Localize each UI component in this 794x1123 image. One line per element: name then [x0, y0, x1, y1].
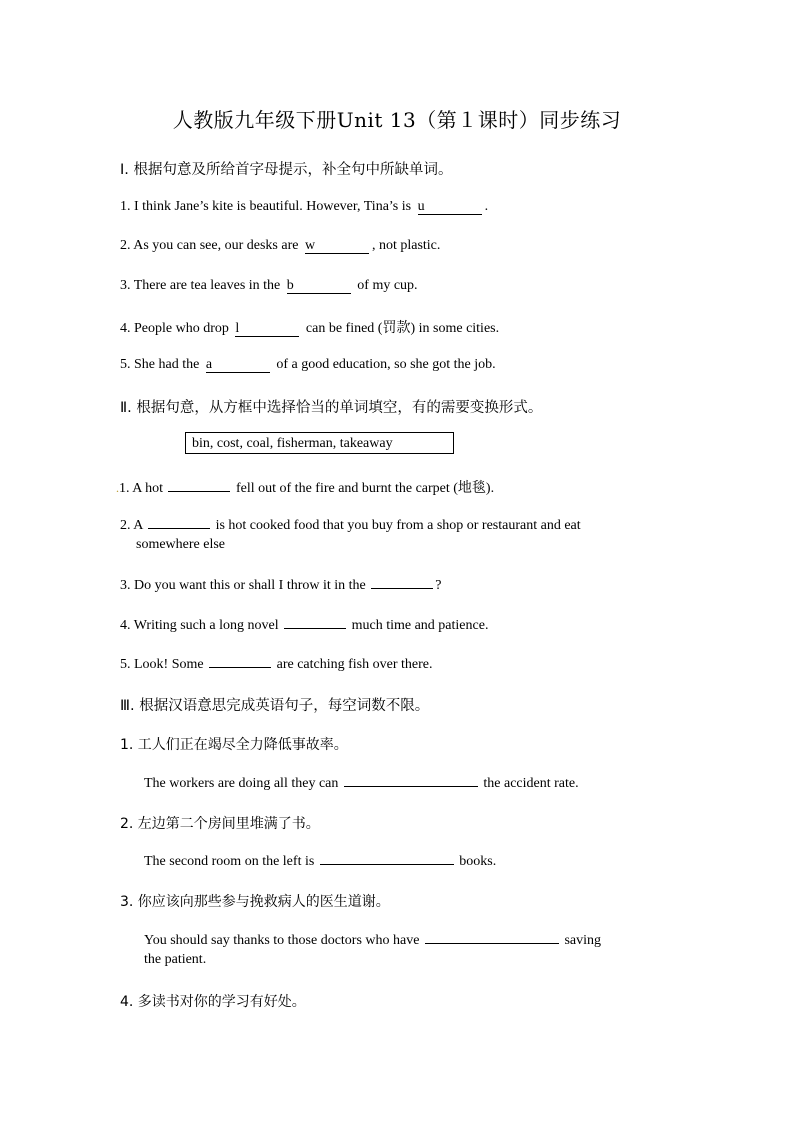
section1-item-4: [120, 317, 499, 337]
section3-item-3-english: [144, 931, 601, 949]
hint-letter: b: [286, 278, 294, 293]
section3-item-3-cont: the patient.: [144, 952, 207, 967]
item-text: the accident rate.: [479, 776, 579, 791]
section1-item-1: [120, 199, 488, 215]
answer-blank[interactable]: [287, 279, 351, 294]
page-title: 人教版九年级下册Unit 13（第１课时）同步练习: [172, 108, 622, 132]
section3-item-3-chinese: 3. 你应该向那些参与挽救病人的医生道谢。: [120, 894, 390, 910]
item-text: books.: [455, 854, 497, 869]
item-text: are catching fish over there.: [273, 657, 433, 672]
answer-blank[interactable]: [206, 358, 270, 373]
section3-heading: Ⅲ. 根据汉语意思完成英语句子，每空词数不限。: [120, 698, 430, 714]
section1-heading: Ⅰ. 根据句意及所给首字母提示，补全句中所缺单词。: [120, 162, 453, 178]
item-text: can be fined (罚款) in some cities.: [302, 321, 500, 336]
item-text: fell out of the fire and burnt the carpet (地毯).: [232, 481, 495, 496]
answer-blank[interactable]: [320, 852, 454, 865]
item-text: The second room on the left is: [144, 854, 318, 869]
item-text: of my cup.: [353, 278, 418, 293]
answer-blank[interactable]: [418, 200, 482, 215]
section3-item-1-english: [144, 774, 579, 792]
answer-blank[interactable]: [344, 774, 478, 787]
section3-item-4-chinese: 4. 多读书对你的学习有好处。: [120, 994, 306, 1010]
item-text: 3. Do you want this or shall I throw it in the: [120, 578, 370, 593]
section3-item-2-chinese: 2. 左边第二个房间里堆满了书。: [120, 816, 320, 832]
item-text: of a good education, so she got the job.: [272, 357, 496, 372]
item-text: 1. A hot: [119, 481, 167, 496]
item-text: .: [484, 199, 489, 214]
item-text: 4. People who drop: [120, 321, 233, 336]
section2-item-5: [120, 655, 432, 673]
item-text: 5. She had the: [120, 357, 203, 372]
section1-item-3: [120, 278, 418, 294]
section2-heading: Ⅱ. 根据句意，从方框中选择恰当的单词填空，有的需要变换形式。: [120, 400, 543, 416]
section2-item-2-cont: somewhere else: [136, 537, 226, 552]
section2-item-3: [120, 576, 441, 594]
section2-item-1: [116, 477, 494, 497]
answer-blank[interactable]: [305, 239, 369, 254]
answer-blank[interactable]: [168, 479, 230, 492]
item-text: You should say thanks to those doctors who have: [144, 933, 423, 948]
item-text: 1. I think Jane’s kite is beautiful. However, Tina’s is: [120, 199, 415, 214]
item-text: much time and patience.: [348, 618, 489, 633]
item-text: 2. A: [120, 518, 147, 533]
answer-blank[interactable]: [425, 931, 559, 944]
section3-item-2-english: [144, 852, 496, 870]
answer-blank[interactable]: [148, 516, 210, 529]
hint-letter: l: [235, 321, 240, 336]
hint-letter: w: [304, 238, 316, 253]
hint-letter: a: [205, 357, 213, 372]
item-text: is hot cooked food that you buy from a shop or restaurant and eat: [212, 518, 581, 533]
answer-blank[interactable]: [284, 616, 346, 629]
answer-blank[interactable]: [235, 322, 299, 337]
section2-item-2: [120, 516, 581, 534]
section2-item-4: [120, 616, 488, 634]
item-text: 3. There are tea leaves in the: [120, 278, 284, 293]
item-text: ?: [435, 578, 442, 593]
tick-mark-icon: .: [116, 481, 119, 495]
section3-item-1-chinese: 1. 工人们正在竭尽全力降低事故率。: [120, 737, 348, 753]
hint-letter: u: [417, 199, 425, 214]
item-text: 2. As you can see, our desks are: [120, 238, 302, 253]
item-text: , not plastic.: [371, 238, 441, 253]
item-text: The workers are doing all they can: [144, 776, 342, 791]
item-text: saving: [560, 933, 602, 948]
section1-item-2: [120, 238, 440, 254]
answer-blank[interactable]: [209, 655, 271, 668]
item-text: 5. Look! Some: [120, 657, 208, 672]
item-text: 4. Writing such a long novel: [120, 618, 283, 633]
section1-item-5: [120, 357, 496, 373]
answer-blank[interactable]: [371, 576, 433, 589]
word-box: bin, cost, coal, fisherman, takeaway: [185, 432, 454, 454]
